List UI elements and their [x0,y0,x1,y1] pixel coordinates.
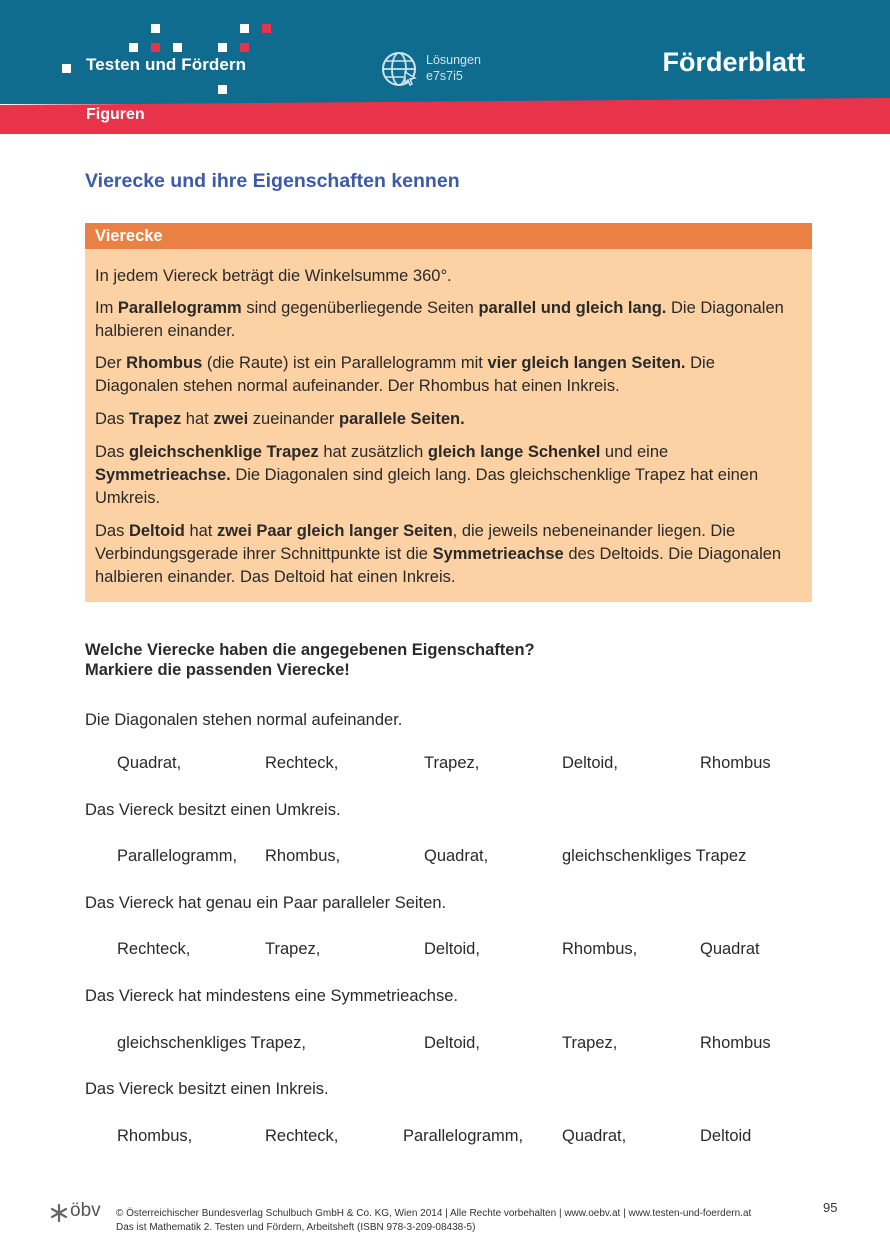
answer-option-rhombus[interactable]: Rhombus [700,1034,771,1052]
footer-copyright: © Österreichischer Bundesverlag Schulbuch GmbH & Co. KG, Wien 2014 | Alle Rechte vorbehalten | www.oebv.at | www.testen-und-foerdern.at Das ist Mathematik 2. Testen und Fördern, Arbeitsheft (ISBN 978-3-209-08438-5) [116,1208,752,1233]
answer-option-parallelogram[interactable]: Parallelogramm, [403,1127,524,1145]
question-statement: Die Diagonalen stehen normal aufeinander. [85,711,403,729]
answer-option-kite[interactable]: Deltoid, [424,1034,480,1052]
answer-option-isosceles-trapezoid[interactable]: gleichschenkliges Trapez [562,847,747,865]
answer-option-trapezoid[interactable]: Trapez, [265,940,321,958]
answer-option-square[interactable]: Quadrat [700,940,760,958]
question-statement: Das Viereck hat genau ein Paar paralleler Seiten. [85,894,447,912]
answer-option-rhombus[interactable]: Rhombus, [562,940,638,958]
publisher-logo [49,1201,111,1223]
answer-option-rectangle[interactable]: Rechteck, [117,940,191,958]
answer-option-rectangle[interactable]: Rechteck, [265,754,339,772]
answer-option-rhombus[interactable]: Rhombus [700,754,771,772]
answer-option-kite[interactable]: Deltoid, [562,754,618,772]
answer-option-rectangle[interactable]: Rechteck, [265,1127,339,1145]
globe-icon[interactable] [381,51,417,87]
section-label: Figuren [86,106,145,123]
answer-option-trapezoid[interactable]: Trapez, [562,1034,618,1052]
info-paragraph-rhombus: Der Rhombus (die Raute) ist ein Parallelogramm mit vier gleich langen Seiten. Die Diagonalen stehen normal aufeinander. Der Rhombus hat einen Inkreis. [95,354,715,395]
question-statement: Das Viereck hat mindestens eine Symmetrieachse. [85,987,458,1005]
answer-option-square[interactable]: Quadrat, [117,754,182,772]
info-paragraph-trapezoid: Das Trapez hat zwei zueinander parallele Seiten. [95,410,465,428]
answer-option-trapezoid[interactable]: Trapez, [424,754,480,772]
answer-option-rhombus[interactable]: Rhombus, [265,847,341,865]
answer-option-kite[interactable]: Deltoid [700,1127,752,1145]
answer-option-square[interactable]: Quadrat, [562,1127,627,1145]
answer-option-kite[interactable]: Deltoid, [424,940,480,958]
sheet-title: Förderblatt [662,47,805,77]
info-paragraph-angle-sum: In jedem Viereck beträgt die Winkelsumme 360°. [95,267,452,285]
answer-option-square[interactable]: Quadrat, [424,847,489,865]
info-box-title: Vierecke [85,223,812,249]
solutions-label[interactable]: Lösungen [426,53,481,67]
question-statement: Das Viereck besitzt einen Umkreis. [85,801,341,819]
page-number: 95 [823,1200,838,1215]
question-statement: Das Viereck besitzt einen Inkreis. [85,1080,329,1098]
answer-option-rhombus[interactable]: Rhombus, [117,1127,193,1145]
info-paragraph-kite: Das Deltoid hat zwei Paar gleich langer Seiten, die jeweils nebeneinander liegen. Die Verbindungsgerade ihrer Schnittpunkte ist die Symmetrieachse des Deltoids. Die Diagonalen halbieren einander. Das Deltoid hat einen Inkreis. [95,522,782,586]
brand-logo-text: Testen und Fördern [86,55,247,74]
task-instruction: Welche Vierecke haben die angegebenen Eigenschaften? Markiere die passenden Vierecke! [85,641,535,679]
star-icon [49,1203,69,1223]
answer-option-parallelogram[interactable]: Parallelogramm, [117,847,238,865]
page-title: Vierecke und ihre Eigenschaften kennen [85,170,460,192]
solutions-code[interactable]: e7s7i5 [426,69,463,83]
publisher-logo-text: öbv [70,1200,101,1221]
info-paragraph-parallelogram: Im Parallelogramm sind gegenüberliegende Seiten parallel und gleich lang. Die Diagonalen halbieren einander. [95,299,784,340]
answer-option-isosceles-trapezoid[interactable]: gleichschenkliges Trapez, [117,1034,306,1052]
info-paragraph-isosceles-trapezoid: Das gleichschenklige Trapez hat zusätzlich gleich lange Schenkel und eine Symmetrieachse. Die Diagonalen sind gleich lang. Das gleichschenklige Trapez hat einen Umkreis. [95,443,759,507]
info-box [85,223,812,602]
